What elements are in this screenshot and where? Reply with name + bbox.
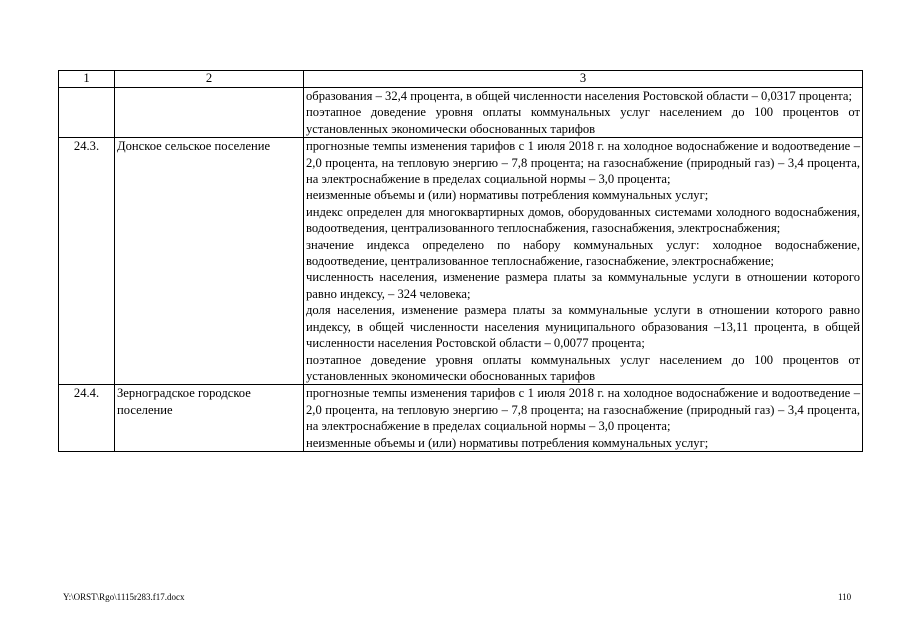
file-path-footer: Y:\ORST\Rgo\1115r283.f17.docx	[63, 592, 185, 602]
description-paragraph: поэтапное доведение уровня оплаты коммунальных услуг населением до 100 процентов от установленных экономически обоснованных тарифов	[306, 352, 860, 383]
row-number	[59, 88, 115, 138]
description-paragraph: неизменные объемы и (или) нормативы потребления коммунальных услуг;	[306, 188, 709, 203]
description-paragraph: численность населения, изменение размера платы за коммунальные услуги в отношении которого равно индексу, – 324 человека;	[306, 270, 860, 301]
description-paragraph: индекс определен для многоквартирных домов, оборудованных системами холодного водоснабжения, водоотведения, централизованного теплоснабжения, газоснабжения, электроснабжения;	[306, 204, 860, 236]
table-row	[59, 88, 863, 138]
row-description	[304, 385, 863, 452]
row-number: 24.4.	[59, 385, 115, 452]
description-paragraph: неизменные объемы и (или) нормативы потребления коммунальных услуг;	[306, 435, 709, 450]
row-description	[304, 138, 863, 385]
row-number: 24.3.	[59, 138, 115, 385]
settlement-name: Зерноградское городское поселение	[115, 385, 304, 452]
description-paragraph: поэтапное доведение уровня оплаты коммунальных услуг населением до 100 процентов от установленных экономически обоснованных тарифов	[306, 105, 860, 136]
settlement-name: Донское сельское поселение	[115, 138, 304, 385]
column-header-1: 1	[59, 71, 115, 88]
page-number: 110	[838, 592, 852, 602]
description-paragraph: прогнозные темпы изменения тарифов с 1 июля 2018 г. на холодное водоснабжение и водоотведение – 2,0 процента, на тепловую энергию – 7,8 процента; на газоснабжение (природный газ) – 3,4 процента, на электроснабжение в пределах социальной нормы – 3,0 процента;	[306, 386, 860, 434]
description-paragraph: значение индекса определено по набору коммунальных услуг: холодное водоснабжение, водоотведение, централизованное теплоснабжение, газоснабжение, электроснабжение;	[306, 237, 860, 269]
table-header-row	[59, 71, 863, 88]
table-row	[59, 138, 863, 385]
description-paragraph: доля населения, изменение размера платы за коммунальные услуги в отношении которого равно индексу, в общей численности населения муниципального образования –13,11 процента, в общей численности населения Ростовской области – 0,0077 процента;	[306, 303, 860, 351]
column-header-2: 2	[115, 71, 304, 88]
row-description	[304, 88, 863, 138]
description-paragraph: образования – 32,4 процента, в общей численности населения Ростовской области – 0,0317 процента;	[306, 89, 852, 103]
description-paragraph: прогнозные темпы изменения тарифов с 1 июля 2018 г. на холодное водоснабжение и водоотведение – 2,0 процента, на тепловую энергию – 7,8 процента; на газоснабжение (природный газ) – 3,4 процента, на электроснабжение в пределах социальной нормы – 3,0 процента;	[306, 139, 860, 187]
settlement-name	[115, 88, 304, 138]
table-row	[59, 385, 863, 452]
tariff-table	[58, 70, 863, 452]
column-header-3: 3	[304, 71, 863, 88]
